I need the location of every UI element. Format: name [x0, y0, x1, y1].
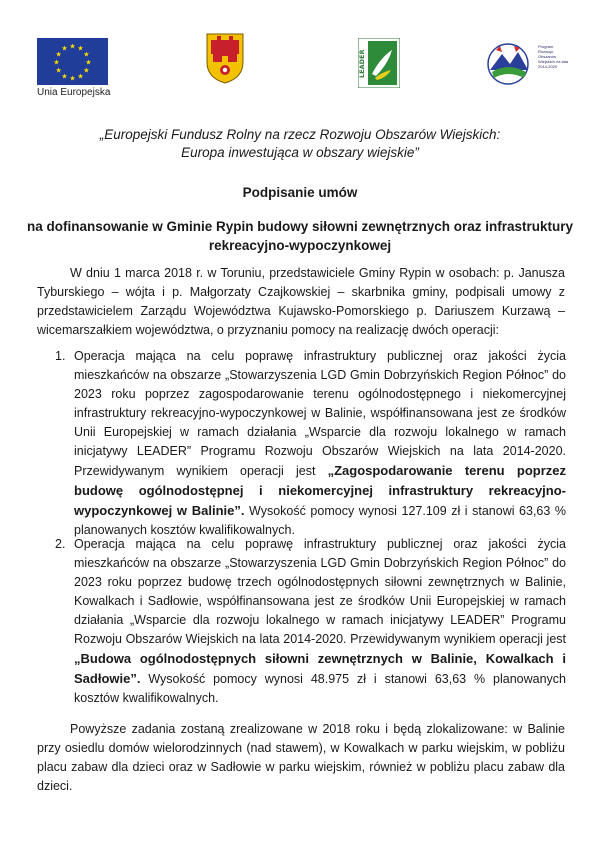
svg-text:★: ★: [85, 58, 92, 67]
document-title: Podpisanie umów: [242, 185, 358, 200]
document-subtitle-line-1: na dofinansowanie w Gminie Rypin budowy siłowni zewnętrznych oraz infrastruktury: [26, 219, 574, 234]
rypin-crest-logo: [205, 32, 245, 84]
list-item-2-result: „Budowa ogólnodostępnych siłowni zewnętrznych w Balinie, Kowalkach i Sadłowie”.: [74, 651, 566, 686]
svg-text:LEADER: LEADER: [358, 49, 366, 78]
list-item-1-funding: Wysokość pomocy wynosi 127.109 zł i stanowi 63,63 % planowanych kosztów kwalifikowalnych.: [74, 504, 567, 537]
tagline-line-1: „Europejski Fundusz Rolny na rzecz Rozwoju Obszarów Wiejskich:: [99, 127, 501, 142]
svg-text:★: ★: [61, 72, 68, 81]
svg-text:★: ★: [61, 44, 68, 53]
intro-paragraph: W dniu 1 marca 2018 r. w Toruniu, przedstawiciele Gminy Rypin w osobach: p. Janusza Tyburskiego – wójta i p. Małgorzaty Czajkowskiej – skarbnika gminy, podpisali umowy z przedstawicielem Zarządu Województwa Kujawsko-Pomorskiego p. Dariuszem Kurzawą – wicemarszałkiem województwa, o przyznaniu pomocy na realizację dwóch operacji:: [37, 266, 565, 337]
svg-text:★: ★: [55, 66, 62, 75]
tagline-line-2: Europa inwestująca w obszary wiejskie”: [181, 145, 419, 160]
svg-text:★: ★: [53, 58, 60, 67]
logo-bar: [0, 0, 600, 110]
svg-text:★: ★: [77, 44, 84, 53]
list-item-2: [74, 535, 566, 708]
svg-text:★: ★: [69, 74, 76, 83]
svg-text:★: ★: [83, 66, 90, 75]
svg-text:★: ★: [69, 42, 76, 51]
svg-text:★: ★: [77, 72, 84, 81]
list-number-2: 2.: [55, 537, 66, 551]
eu-caption: Unia Europejska: [37, 87, 111, 98]
list-item-1-text: Operacja mająca na celu poprawę infrastruktury publicznej oraz jakości życia mieszkańców na obszarze „Stowarzyszenia LGD Gmin Dobrzyńskich Region Północ” do 2023 roku poprzez zagospodarowanie terenu ogólnodostępnego i niekomercyjnej infrastruktury rekreacyjno-wypoczynkowej w Balinie, współfinansowana jest ze środków Unii Europejskiej w ramach działania „Wsparcie dla rozwoju lokalnego w ramach inicjatywy LEADER” Programu Rozwoju Obszarów Wiejskich na lata 2014-2020. Przewidywanym wynikiem operacji jest: [74, 349, 566, 478]
list-item-1-result: „Zagospodarowanie terenu poprzez budowę ogólnodostępnej i niekomercyjnej infrastruktury rekreacyjno-wypoczynkowej w Balinie”.: [74, 463, 566, 518]
list-item-2-text: Operacja mająca na celu poprawę infrastruktury publicznej oraz jakości życia mieszkańców na obszarze „Stowarzyszenia LGD Gmin Dobrzyńskich Region Północ” do 2023 roku poprzez budowę trzech ogólnodostępnych siłowni zewnętrznych w Balinie, Kowalkach i Sadłowie, współfinansowana jest ze środków Unii Europejskiej w ramach działania „Wsparcie dla rozwoju lokalnego w ramach inicjatywy LEADER” Programu Rozwoju Obszarów Wiejskich na lata 2014-2020. Przewidywanym wynikiem operacji jest: [74, 537, 566, 646]
svg-text:★: ★: [83, 50, 90, 59]
leader-logo: [358, 38, 400, 88]
list-item-1: [74, 347, 566, 540]
list-number-1: 1.: [55, 349, 66, 363]
eu-stars-icon: [37, 38, 108, 85]
coat-of-arms-icon: [205, 32, 245, 84]
prow-caption: Program Rozwoju Obszarów Wiejskich na lata 2014-2020: [538, 44, 569, 69]
list-item-2-funding: Wysokość pomocy wynosi 48.975 zł i stanowi 63,63 % planowanych kosztów kwalifikowalnych.: [74, 672, 566, 705]
svg-text:★: ★: [55, 50, 62, 59]
leader-icon: [358, 38, 400, 88]
closing-paragraph: Powyższe zadania zostaną zrealizowane w 2018 roku i będą zlokalizowane: w Balinie przy osiedlu domów wielorodzinnych (nad stawem), w Kowalkach w parku wiejskim, w pobliżu placu zabaw dla dzieci oraz w Sadłowie w parku wiejskim, również w pobliżu placu zabaw dla dzieci.: [37, 722, 565, 793]
document-subtitle-line-2: rekreacyjno-wypoczynkowej: [208, 238, 392, 253]
eu-flag-logo: [37, 38, 108, 85]
prow-icon: [480, 40, 536, 86]
